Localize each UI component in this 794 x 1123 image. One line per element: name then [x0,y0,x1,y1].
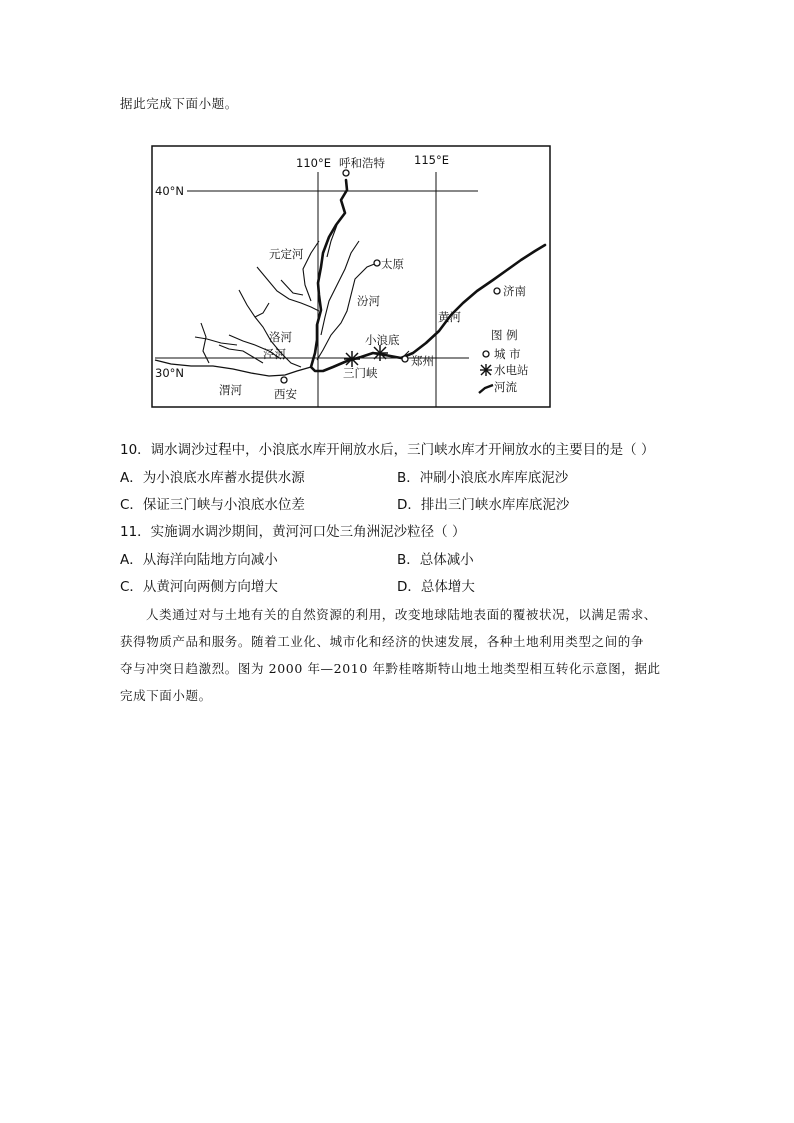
city-marker-xian [281,377,287,383]
legend-title: 图 例 [491,328,518,342]
lat-40-label: 40°N [155,184,184,198]
lon-115-label: 115°E [414,153,449,167]
legend-station-label: 水电站 [494,363,529,377]
river-label-wei: 渭河 [219,383,242,397]
city-label-jinan: 济南 [503,284,526,298]
q11-option-a: A．从海洋向陆地方向减小 [120,552,278,568]
q11-option-c: C．从黄河向两侧方向增大 [120,579,278,595]
river-label-fen: 汾河 [357,294,380,308]
yellow-river-map [151,145,551,408]
q11-option-d: D．总体增大 [397,579,475,595]
station-label-xiaolangdi: 小浪底 [365,333,400,347]
legend-river-label: 河流 [494,380,517,394]
passage-line-3: 夺与冲突日趋激烈。图为 2000 年—2010 年黔桂喀斯特山地土地类型相互转化示意图，据此 [120,661,661,676]
passage-line-4: 完成下面小题。 [120,688,212,703]
city-label-huhehaote: 呼和浩特 [339,156,385,170]
lat-30-label: 30°N [155,366,184,380]
station-label-sanmenxia: 三门峡 [343,366,378,380]
q10-option-d: D．排出三门峡水库库底泥沙 [397,497,570,513]
city-marker-zhengzhou [402,356,408,362]
hydro-station-icon-xiaolangdi [372,345,388,361]
city-label-zhengzhou: 郑州 [411,354,434,368]
river-label-huang: 黄河 [438,310,461,324]
river-label-luo: 洛河 [269,330,292,344]
q10-option-b: B．冲刷小浪底水库库底泥沙 [397,470,569,486]
legend-city-icon [483,351,489,357]
river-label-jing: 泾河 [263,347,286,361]
city-marker-huhehaote [343,170,349,176]
passage-line-2: 获得物质产品和服务。随着工业化、城市化和经济的快速发展，各种土地利用类型之间的争 [120,634,645,649]
legend-hydro-station-icon [480,364,492,376]
q10-option-c: C．保证三门峡与小浪底水位差 [120,497,305,513]
q11-stem: 11．实施调水调沙期间，黄河河口处三角洲泥沙粒径（ ） [120,524,466,540]
hydro-station-icon-sanmenxia [344,351,360,367]
q10-option-a: A．为小浪底水库蓄水提供水源 [120,470,305,486]
lon-110-label: 110°E [296,156,331,170]
city-label-taiyuan: 太原 [381,257,404,271]
q11-option-b: B．总体减小 [397,552,474,568]
passage-line-1: 人类通过对与土地有关的自然资源的利用，改变地球陆地表面的覆被状况，以满足需求、 [146,607,657,622]
city-marker-jinan [494,288,500,294]
q10-stem: 10．调水调沙过程中，小浪底水库开闸放水后，三门峡水库才开闸放水的主要目的是（ ） [120,442,655,458]
city-label-xian: 西安 [274,387,297,401]
legend-city-label: 城 市 [494,347,521,361]
city-marker-taiyuan [374,260,380,266]
intro-text: 据此完成下面小题。 [120,96,238,111]
river-label-yuanding: 元定河 [269,247,304,261]
